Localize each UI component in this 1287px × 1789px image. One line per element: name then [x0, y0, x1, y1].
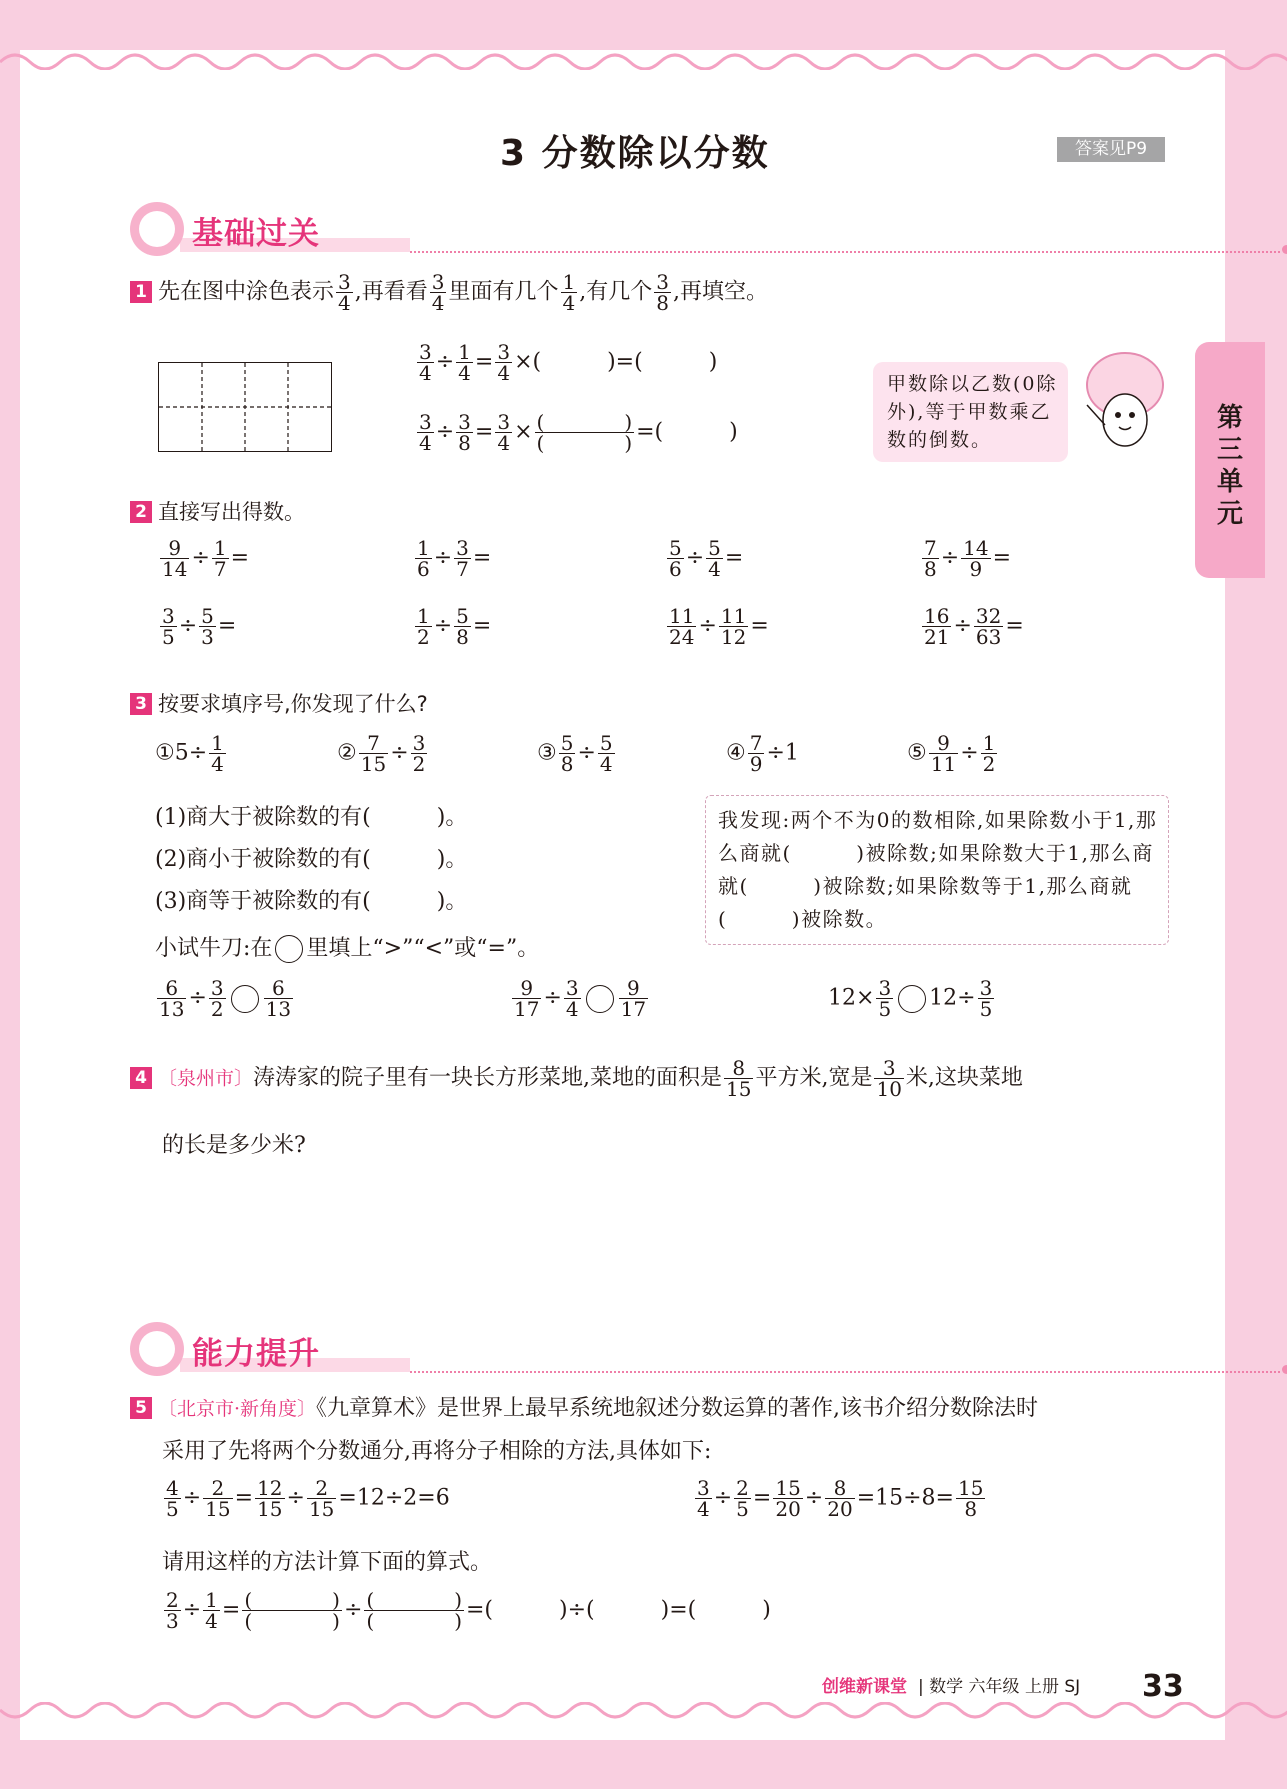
bottom-wave-border [0, 1702, 1287, 1728]
q5-line2: 采用了先将两个分数通分,再将分子相除的方法,具体如下: [162, 1439, 712, 1464]
q2-problem[interactable]: $\frac{5}{6}$ ÷ $\frac{5}{4}$ = [669, 536, 744, 581]
q1-prompt: 1 先在图中涂色表示 $\frac{3}{4}$ ,再看看 $\frac{3}{4}$ 里面有几个 $\frac{1}{4}$ ,有几个 $\frac{3}{8}$ ,再填空。 [130, 272, 768, 313]
section-header-basic [130, 202, 1287, 258]
q3-trial-instruction: 小试牛刀:在 里填上“>”“<”或“=”。 [155, 936, 540, 961]
q5-instruction: 请用这样的方法计算下面的算式。 [162, 1550, 493, 1575]
q4-prompt: 4 〔泉州市〕涛涛家的院子里有一块长方形菜地,菜地的面积是 $\frac{8}{15}$ 平方米,宽是 $\frac{3}{10}$ 米,这块菜地 [130, 1058, 1023, 1099]
section-title-advanced: 能力提升 [192, 1336, 320, 1372]
q4-region-tag: 〔泉州市〕 [158, 1067, 254, 1090]
q3-title: 3 按要求填序号,你发现了什么? [130, 688, 428, 718]
q5-task[interactable]: $\frac{2}{3}$ ÷ $\frac{1}{4}$ = $\frac{( )}{( )}$ ÷ $\frac{( )}{( )}$ =( )÷( )=( ) [166, 1588, 771, 1633]
cabbage-mascot-icon [1075, 345, 1175, 465]
footer-brand: 创维新课堂 [822, 1677, 907, 1697]
answer-reference: 答案见P9 [1057, 137, 1165, 162]
unit-tab[interactable] [1195, 342, 1265, 578]
compare-circle-1[interactable] [231, 985, 259, 1013]
q3-compare-2: $\frac{9}{17}$ ÷ $\frac{3}{4}$ $\frac{9}{17}$ [514, 976, 647, 1021]
q3-expr-2: ② $\frac{7}{15}$ ÷ $\frac{3}{2}$ [337, 731, 426, 776]
q5-example-2: $\frac{3}{4}$ ÷ $\frac{2}{5}$ = $\frac{15}{20}$ ÷ $\frac{8}{20}$ =15÷8= $\frac{15}{8}$ [697, 1476, 984, 1521]
q5-line1: 5 〔北京市·新角度〕《九章算术》是世界上最早系统地叙述分数运算的著作,该书介绍分数除法时 [130, 1391, 1038, 1422]
q3-expr-5: ⑤ $\frac{9}{11}$ ÷ $\frac{1}{2}$ [907, 731, 996, 776]
section-title-basic: 基础过关 [192, 216, 320, 252]
q3-expr-1: ①5÷ $\frac{1}{4}$ [155, 731, 224, 776]
footer-info: | 数学 六年级 上册 SJ [918, 1677, 1081, 1697]
q2-title: 2 直接写出得数。 [130, 496, 305, 526]
mascot-icon [130, 202, 184, 256]
q4-line2: 的长是多少米? [162, 1133, 306, 1158]
q1-eq2-blank-fraction[interactable]: $\frac{( )}{( )}$ [536, 410, 633, 455]
q3-expr-4: ④ $\frac{7}{9}$ ÷1 [726, 731, 799, 776]
top-wave-border [0, 44, 1287, 70]
q3-sub-1[interactable]: (1)商大于被除数的有( )。 [155, 805, 468, 830]
q1-eq2-blank[interactable]: =( ) [636, 419, 738, 445]
page-number: 33 [1142, 1669, 1184, 1704]
q3-sub-2[interactable]: (2)商小于被除数的有( )。 [155, 847, 468, 872]
page-title: 3 分数除以分数 [500, 133, 770, 174]
q3-compare-3: 12× $\frac{3}{5}$ 12÷ $\frac{3}{5}$ [828, 976, 993, 1021]
tip-bubble: 甲数除以乙数(0除外),等于甲数乘乙数的倒数。 [873, 362, 1068, 462]
q3-sub-3[interactable]: (3)商等于被除数的有( )。 [155, 889, 468, 914]
q1-equation-1: $\frac{3}{4}$ ÷ $\frac{1}{4}$ = $\frac{3}{4}$ ×( )=( ) [419, 340, 718, 385]
q5-example-1: $\frac{4}{5}$ ÷ $\frac{2}{15}$ = $\frac{12}{15}$ ÷ $\frac{2}{15}$ =12÷2=6 [166, 1476, 450, 1521]
discovery-box[interactable]: 我发现:两个不为0的数相除,如果除数小于1,那么商就( )被除数;如果除数大于1,那么商就( )被除数;如果除数等于1,那么商就( )被除数。 [705, 795, 1169, 945]
q5-region-tag: 〔北京市·新角度〕 [158, 1398, 317, 1420]
shading-grid[interactable] [158, 362, 332, 452]
compare-circle-3[interactable] [898, 985, 926, 1013]
q2-problem[interactable]: $\frac{1}{6}$ ÷ $\frac{3}{7}$ = [417, 536, 492, 581]
q3-expr-3: ③ $\frac{5}{8}$ ÷ $\frac{5}{4}$ [537, 731, 613, 776]
q2-problem[interactable]: $\frac{9}{14}$ ÷ $\frac{1}{7}$ = [162, 536, 250, 581]
mascot-icon [130, 1322, 184, 1376]
q2-problem[interactable]: $\frac{1}{2}$ ÷ $\frac{5}{8}$ = [417, 604, 492, 649]
q4-answer-area[interactable] [162, 1165, 1162, 1305]
q1-equation-2: $\frac{3}{4}$ ÷ $\frac{3}{8}$ = $\frac{3}{4}$ × $\frac{( )}{( )}$ =( ) [419, 410, 738, 455]
circle-icon [275, 935, 303, 963]
q2-problem[interactable]: $\frac{11}{24}$ ÷ $\frac{11}{12}$ = [669, 604, 769, 649]
compare-circle-2[interactable] [586, 985, 614, 1013]
q2-problem[interactable]: $\frac{3}{5}$ ÷ $\frac{5}{3}$ = [162, 604, 237, 649]
q1-eq1-blanks[interactable]: ×( )=( ) [514, 349, 718, 375]
q1-number: 1 [130, 281, 152, 303]
q3-compare-1: $\frac{6}{13}$ ÷ $\frac{3}{2}$ $\frac{6}{13}$ [159, 976, 292, 1021]
unit-tab-label: 第三单元 [1216, 403, 1243, 529]
q2-problem[interactable]: $\frac{16}{21}$ ÷ $\frac{32}{63}$ = [924, 604, 1024, 649]
q2-problem[interactable]: $\frac{7}{8}$ ÷ $\frac{14}{9}$ = [924, 536, 1012, 581]
section-header-advanced [130, 1322, 1287, 1378]
